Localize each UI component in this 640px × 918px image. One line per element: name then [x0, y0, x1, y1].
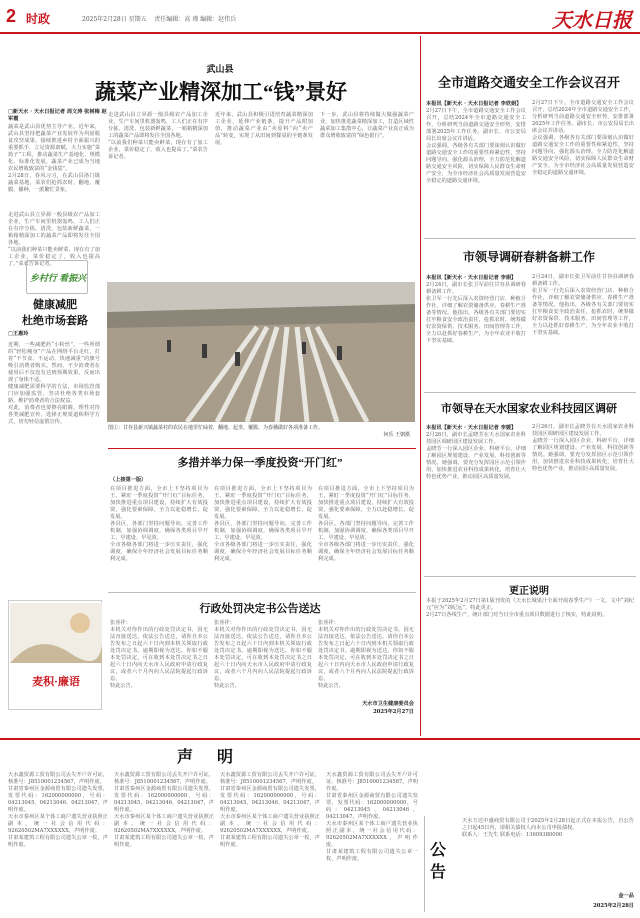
brand-box — [26, 260, 88, 294]
statement-col-4: 天水鑫贸源工贸有限公司丢失开户许可证，核准号：J8510001234567，声明作废。 甘肃省秦州区金源商贸有限公司遗失发票，发票代码：162000000000，号码：04213045、04213046、04213047，声明作废。 天水市秦州区某个体工商户遗失营业执照正副本，统一社会信用代码：92620502MA7XXXXXX，声明作废。 甘肃某建筑工程有限公司遗失公章一枚，声明作废。 — [326, 772, 418, 862]
statement-col-3: 天水鑫贸源工贸有限公司丢失开户许可证，核准号：J8510001234567，声明作废。 甘肃省秦州区金源商贸有限公司遗失发票，发票代码：162000000000，号码：04213045、04213046、04213047，声明作废。 天水市秦州区某个体工商户遗失营业执照正副本，统一社会信用代码：92620502MA7XXXXXX，声明作废。 甘肃某建筑工程有限公司遗失公章一枚，声明作废。 — [220, 772, 320, 848]
brand-text: 乡村行 看振兴 — [29, 273, 87, 283]
agri-park-headline: 市领导在天水国家农业科技园区调研 — [441, 403, 617, 415]
divider — [424, 576, 636, 577]
invest-byline: （上接第一版） — [110, 477, 147, 483]
commentary-byline: □王惠玲 — [8, 331, 29, 337]
penalty-col-1: 张喜祥： 本机关对你作出的行政处罚决定书，因无法直接送达，依法公告送达，请你自本公告发布之日起六十日内到本机关领取行政处罚决定书。逾期即视为送达。你如不服本处罚决定，可在收到本处罚决定书之日起六十日内向天水市人民政府申请行政复议，或者六个月内向人民法院提起行政诉讼。 特此公告。 — [110, 620, 208, 689]
photo-caption: 图①：甘谷县新兴镇蔬菜村的农民在地里忙碌着，翻地、起垄、覆膜、为春播做好各项准备工作。 — [108, 425, 324, 431]
penalty-headline: 行政处罚决定书公告送达 — [199, 603, 321, 615]
traffic-col-1: 2月27日下午，全市道路交通安全工作会议召开，总结2024年全市道路交通安全工作，分析研判当前道路交通安全形势，安排部署2025年工作任务。副市长、市公安局局长出席会议并讲话。 会议强调，各级各有关部门要深刻认识做好道路交通安全工作的重要性和紧迫性，坚持问题导向，强化源头治理，全力防范化解道路交通安全风险，切实保障人民群众生命财产安全，为全市经济社会高质量发展营造安全稳定的道路交通环境。 — [426, 108, 526, 184]
article-kicker: 武山县 — [206, 64, 234, 74]
spring-byline: 本报讯【新天水 · 天水日报记者 李娟】 — [426, 275, 517, 281]
notice-sign: 金一品 — [618, 893, 634, 899]
correction-headline: 更正说明 — [509, 586, 549, 597]
invest-col-2: 在项目推进方面，全市上下坚持项目为王，紧盯一季度投资“开门红”目标任务，加快推进重点项目建设，持续扩大有效投资，强化要素保障，全力以赴稳增长、促发展。 各县区、各部门坚持问题导向，完善工作机制，加强协调调度，确保各类项目早开工、早建设、早见效。 全市各级各部门将进一步压实责任，强化调度，确保全年经济社会发展目标任务顺利完成。 — [214, 486, 312, 562]
masthead — [0, 0, 640, 34]
commentary-headline-2: 杜绝市场套路 — [22, 315, 88, 327]
page-number: 2 — [6, 6, 17, 26]
article-col-3: 近年来，武山县积极引进培育蔬菜精深加工企业，延伸产业链条，提升产品附加值，推动蔬菜产业由“卖原料”向“卖产品”转变，实现了从田间到餐桌的全链条发展。 — [215, 112, 313, 146]
article-headline: 蔬菜产业精深加工“钱”景好 — [95, 80, 347, 104]
invest-headline: 多措并举力保一季度投资“开门红” — [177, 457, 343, 469]
notice-date: 2025年2月28日 — [593, 903, 634, 909]
penalty-col-3: 张喜祥： 本机关对你作出的行政处罚决定书，因无法直接送达，依法公告送达，请你自本公告发布之日起六十日内到本机关领取行政处罚决定书。逾期即视为送达。你如不服本处罚决定，可在收到本处罚决定书之日起六十日内向天水市人民政府申请行政复议，或者六个月内向人民法院提起行政诉讼。 特此公告。 — [318, 620, 414, 689]
issue-meta: 2025年2月28日 星期五 责任编辑：高 瑾 编辑：赵伟兵 — [82, 16, 237, 23]
statement-headline: 声 明 — [176, 749, 243, 766]
penalty-date: 2025年2月27日 — [373, 709, 414, 715]
lianzheng-label: 麦积·廉语 — [32, 676, 80, 688]
traffic-headline: 全市道路交通安全工作会议召开 — [437, 75, 620, 90]
penalty-col-2: 张喜祥： 本机关对你作出的行政处罚决定书，因无法直接送达，依法公告送达，请你自本公告发布之日起六十日内到本机关领取行政处罚决定书。逾期即视为送达。你如不服本处罚决定，可在收到本处罚决定书之日起六十日内向天水市人民政府申请行政复议，或者六个月内向人民法院提起行政诉讼。 特此公告。 — [214, 620, 312, 689]
section-name: 时政 — [26, 12, 51, 26]
article-col-1: 蔬菜是武山县优势主导产业，近年来，武山县坚持把蔬菜产业发展作为巩固脱贫攻坚成果、接续推进乡村全面振兴的重要抓手，立足资源禀赋，大力实施“菜篮子”工程，推动蔬菜生产基地化、规模化、标准化发展，蔬菜产业已成为当地农民增收致富的“金钱袋”。 2月28日，春风习习，在武山县洛门镇蔬菜基地，菜农们抢抓农时，翻地、覆膜、播种，一派繁忙景象。 — [8, 124, 100, 193]
photo-credit: 何乐 王朝摄 — [383, 432, 410, 438]
penalty-sign: 天水市卫生健康委员会 — [362, 701, 414, 707]
commentary-headline-1: 健康减肥 — [33, 299, 77, 311]
spring-col-1: 2月24日，副市长张卫军前往甘谷县调研春耕备耕工作。 张卫军一行先后深入农资经营门店、种植合作社，详细了解农资储备供应、春耕生产准备等情况。他指出，各级各有关部门要切实扛牢粮食安全政治责任，抢抓农时，统筹做好农资保供、技术服务、田间管理等工作，全力以赴抓好春耕生产，为全年农业丰收打下坚实基础。 — [426, 282, 526, 344]
article-col-1b: 走进武山县立昇源一般县级农产品加工企业，生产车间里机器轰鸣，工人们正在有序分拣、清洗、包装新鲜蔬菜，一箱箱精深加工的蔬菜产品即将发往全国各地。 “以前我们种菜只能卖鲜菜，现在有了加工企业，菜价稳定了，收入也提高了。”菜农告诉记者。 — [8, 212, 100, 267]
invest-col-1: 在项目推进方面，全市上下坚持项目为王，紧盯一季度投资“开门红”目标任务，加快推进重点项目建设，持续扩大有效投资，强化要素保障，全力以赴稳增长、促发展。 各县区、各部门坚持问题导向，完善工作机制，加强协调调度，确保各类项目早开工、早建设、早见效。 全市各级各部门将进一步压实责任，强化调度，确保全年经济社会发展目标任务顺利完成。 — [110, 486, 208, 562]
article-byline: □新天水 · 天水日报记者 周文涛 张树梅 赵军霞 — [8, 109, 107, 122]
invest-col-3: 在项目推进方面，全市上下坚持项目为王，紧盯一季度投资“开门红”目标任务，加快推进重点项目建设，持续扩大有效投资，强化要素保障，全力以赴稳增长、促发展。 各县区、各部门坚持问题导向，完善工作机制，加强协调调度，确保各类项目早开工、早建设、早见效。 全市各级各部门将进一步压实责任，强化调度，确保全年经济社会发展目标任务顺利完成。 — [318, 486, 414, 562]
newspaper-logo: 天水日报 — [552, 10, 632, 32]
agri-park-col-1: 2月26日，副市长孟晓芳在天水国家农业科技园区调研园区建设发展工作。 孟晓芳一行深入园区企业、科研平台，详细了解园区规划建设、产业发展、科技创新等情况。她强调，要充分发挥园区示范引领作用，加快推进农业科技成果转化，培育壮大特色优势产业，推动园区高质量发展。 — [426, 432, 526, 480]
article-col-4: 下一步，武山县将持续做大做强蔬菜产业，加快推进蔬菜精深加工，打造区域性蔬菜加工集散中心，让蔬菜产业真正成为群众增收致富的“绿色银行”。 — [320, 112, 414, 139]
divider — [108, 448, 416, 449]
agri-park-byline: 本报讯【新天水 · 天水日报记者 李媛】 — [426, 425, 517, 431]
divider — [424, 238, 636, 239]
lianzheng-box — [8, 600, 102, 710]
column-rule — [424, 816, 425, 912]
agri-park-col-2: 2月26日，副市长孟晓芳在天水国家农业科技园区调研园区建设发展工作。 孟晓芳一行深入园区企业、科研平台，详细了解园区规划建设、产业发展、科技创新等情况。她强调，要充分发挥园区示范引领作用，加快推进农业科技成果转化，培育壮大特色优势产业，推动园区高质量发展。 — [532, 424, 634, 472]
spring-headline: 市领导调研春耕备耕工作 — [462, 250, 595, 264]
lianzheng-illustration — [10, 603, 102, 663]
notice-body: 天水万达中盛商贸有限公司于2025年2月28日起正式在本报公告，自公告之日起45日内，请相关债权人向本公司申报债权。 联系人：王先生 联系电话：13609380000 — [462, 818, 634, 838]
column-rule — [420, 36, 421, 736]
farm-photo-image — [107, 282, 415, 422]
divider — [0, 738, 640, 740]
spring-col-2: 2月24日，副市长张卫军前往甘谷县调研春耕备耕工作。 张卫军一行先后深入农资经营门店、种植合作社，详细了解农资储备供应、春耕生产准备等情况。他指出，各级各有关部门要切实扛牢粮食安全政治责任，抢抓农时，统筹做好农资保供、技术服务、田间管理等工作，全力以赴抓好春耕生产，为全年农业丰收打下坚实基础。 — [532, 274, 634, 336]
divider — [108, 592, 416, 593]
statement-col-2: 天水鑫贸源工贸有限公司丢失开户许可证，核准号：J8510001234567，声明作废。 甘肃省秦州区金源商贸有限公司遗失发票，发票代码：162000000000，号码：04213045、04213046、04213047，声明作废。 天水市秦州区某个体工商户遗失营业执照正副本，统一社会信用代码：92620502MA7XXXXXX，声明作废。 甘肃某建筑工程有限公司遗失公章一枚，声明作废。 — [114, 772, 214, 848]
article-col-2: 走进武山县立昇源一般县级农产品加工企业，生产车间里机器轰鸣，工人们正在有序分拣、清洗、包装新鲜蔬菜，一箱箱精深加工的蔬菜产品即将发往全国各地。 “以前我们种菜只能卖鲜菜，现在有了加工企业，菜价稳定了，收入也提高了。”菜农告诉记者。 — [108, 112, 208, 160]
notice-headline: 公告 — [429, 842, 446, 881]
traffic-byline: 本报讯【新天水 · 天水日报记者 李欣娟】 — [426, 101, 522, 107]
statement-col-1: 天水鑫贸源工贸有限公司丢失开户许可证，核准号：J8510001234567，声明作废。 甘肃省秦州区金源商贸有限公司遗失发票，发票代码：162000000000，号码：04213045、04213046、04213047，声明作废。 天水市秦州区某个体工商户遗失营业执照正副本，统一社会信用代码：92620502MA7XXXXXX，声明作废。 甘肃某建筑工程有限公司遗失公章一枚，声明作废。 — [8, 772, 108, 848]
traffic-col-2: 2月27日下午，全市道路交通安全工作会议召开，总结2024年全市道路交通安全工作，分析研判当前道路交通安全形势，安排部署2025年工作任务。副市长、市公安局局长出席会议并讲话。 会议强调，各级各有关部门要深刻认识做好道路交通安全工作的重要性和紧迫性，坚持问题导向，强化源头治理，全力防范化解道路交通安全风险，切实保障人民群众生命财产安全，为全市经济社会高质量发展营造安全稳定的道路交通环境。 — [532, 100, 634, 176]
farm-photo — [107, 282, 415, 422]
correction-body: 本报于2025年2月27日第1版刊发的《天水长城果汁全面开展春季生产》一文，文中“刘纪元”应为“刘纪远”，特此更正。 2月27日各线生产，统计部门对当日全市重点项目数据进行了核实，特此说明。 — [426, 598, 634, 618]
divider — [424, 392, 636, 393]
commentary-body: 近期，一些减肥药“小粉丝”，一些所谓的“轻松瘦身”产品在网络平台走红，打着“不节食、不运动、快速减重”的旗号吸引消费者购买。然而，不少消费者在使用后不仅没有达到预期效果，反而出现了身体不适。 健康减肥需要科学的方法，市场监管部门应加强监管，坚决杜绝各类市场套路，维护消费者的合法权益。 对此，消费者也要擦亮眼睛，理性对待各类减肥宣传，选择正规渠道和科学方式，切勿轻信虚假宣传。 — [8, 342, 100, 425]
